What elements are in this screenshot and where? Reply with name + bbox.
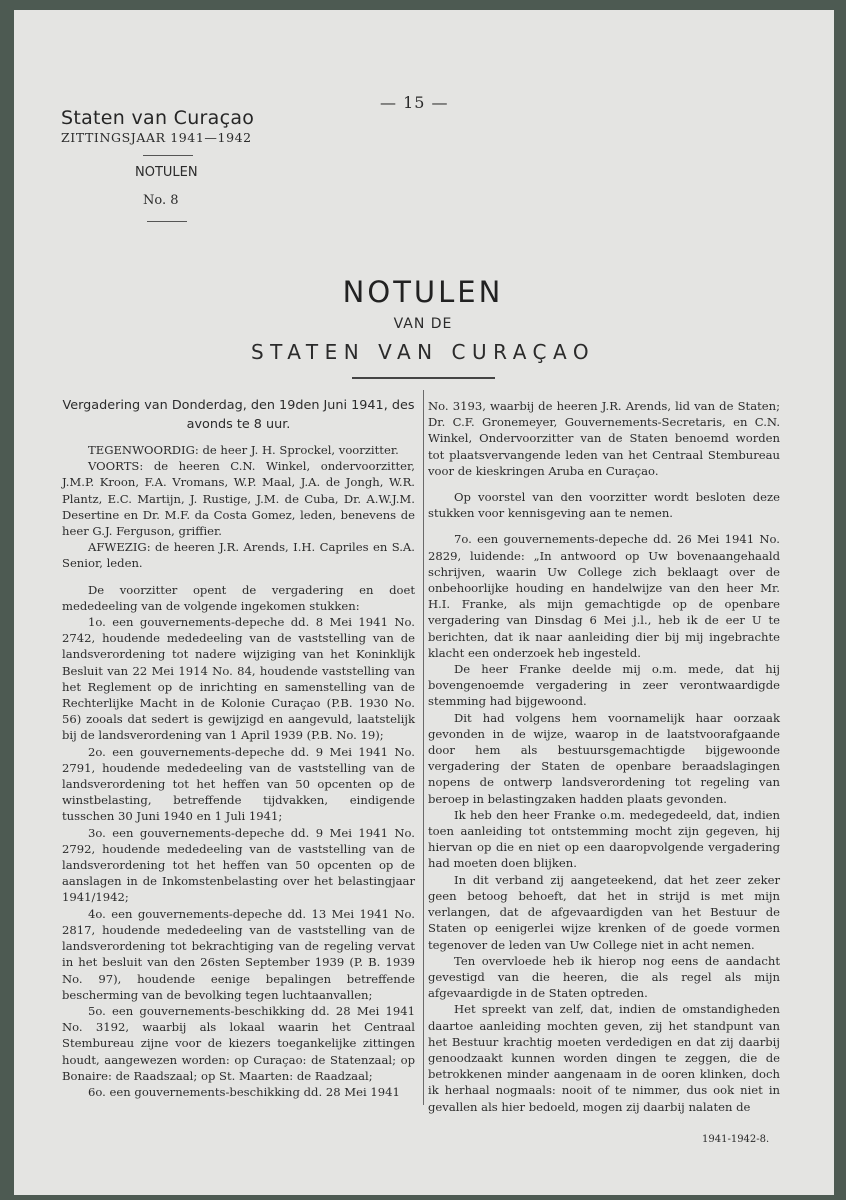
main-title: NOTULEN <box>342 275 504 309</box>
masthead-divider <box>143 155 193 156</box>
page-number: — 15 — <box>380 93 449 112</box>
title-body: STATEN VAN CURAÇAO <box>250 340 596 364</box>
organisation-name: Staten van Curaçao <box>61 107 255 129</box>
footer-reference: 1941-1942-8. <box>702 1134 770 1145</box>
meeting-heading: Vergadering van Donderdag, den 19den Juni 1941, des avonds te 8 uur. <box>62 398 415 432</box>
item-4: 4o. een gouvernements-depeche dd. 13 Mei 1941 No. 2817, houdende mededeeling van de vaststelling van de landsverordening tot bekrachtiging van de regeling vervat in het besluit van den 26sten September 1939 (P. B. 1939 No. 97), houdende eenige bepalingen betreffende bescherming van de bevolking tegen luchtaanvallen; <box>62 906 415 1002</box>
masthead <box>61 107 281 222</box>
item-5: 5o. een gouvernements-beschikking dd. 28 Mei 1941 No. 3192, waarbij als lokaal waarin het Centraal Stembureau zijne voor de kiezers toegankelijke zittingen houdt, aangewezen worden: op Curaçao: de Statenzaal; op Bonaire: de Raadszaal; op St. Maarten: de Raadzaal; <box>62 1003 415 1083</box>
voorts-paragraph: VOORTS: de heeren C.N. Winkel, ondervoorzitter, J.M.P. Kroon, F.A. Vromans, W.P. Maal, J.A. de Jongh, W.R. Plantz, E.C. Martijn, J. Rustige, J.M. de Cuba, Dr. A.W.J.M. Desertine en Dr. M.F. da Costa Gomez, leden, benevens de heer G.J. Ferguson, griffier. <box>62 459 415 539</box>
item-6: 6o. een gouvernements-beschikking dd. 28 Mei 1941 <box>88 1084 400 1099</box>
right-column <box>428 398 780 1115</box>
letter-paragraph-7: Het spreekt van zelf, dat, indien de omstandigheden daartoe aanleiding mochten geven, zij het standpunt van het Bestuur krachtig moeten verdedigen en dat zij daarbij genoodzaakt kunnen worden dingen te zeggen, die de betrokkenen minder aangenaam in de ooren klinken, doch ik herhaal nogmaals: nooit of te nimmer, dus ook niet in gevallen als hier bedoeld, mogen zij daarbij nalaten de <box>428 1002 780 1114</box>
letter-paragraph-3: Dit had volgens hem voornamelijk haar oorzaak gevonden in de wijze, waarop in de laatstvoorafgaande door hem als bestuursgemachtigde bijgewoonde vergadering der Staten de openbare beraadslagingen nopens de ontwerp landsverordening tot regeling van beroep in belastingzaken hadden plaats gevonden. <box>428 710 780 806</box>
title-connector: VAN DE <box>393 316 453 332</box>
item-3: 3o. een gouvernements-depeche dd. 9 Mei 1941 No. 2792, houdende mededeeling van de vaststelling van de landsverordening tot het heffen van 50 opcenten op de aanslagen in de Inkomstenbelasting over het belastingjaar 1941/1942; <box>62 825 415 905</box>
item-2: 2o. een gouvernements-depeche dd. 9 Mei 1941 No. 2791, houdende mededeeling van de vaststelling van de landsverordening tot het heffen van 50 opcenten op de winstbelasting, betreffende tijdvakken, eindigende tusschen 30 Juni 1940 en 1 Juli 1941; <box>62 744 415 824</box>
letter-paragraph-4: Ik heb den heer Franke o.m. medegedeeld, dat, indien toen aanleiding tot ontstemming mocht zijn gegeven, hij hiervan op die en niet op een daaropvolgende vergadering had moeten doen blijken. <box>428 807 780 871</box>
item-1: 1o. een gouvernements-depeche dd. 8 Mei 1941 No. 2742, houdende mededeeling van de vaststelling van de landsverordening tot nadere wijziging van het Koninklijk Besluit van 22 Mei 1914 No. 84, houdende vaststelling van het Reglement op de inrichting en samenstelling van de Rechterlijke Macht in de Kolonie Curaçao (P.B. 1930 No. 56) zooals dat sedert is gewijzigd en aangevuld, laatstelijk bij de landsverordening van 1 April 1939 (P.B. No. 19); <box>62 615 415 743</box>
absent-paragraph: AFWEZIG: de heeren J.R. Arends, I.H. Capriles en S.A. Senior, leden. <box>62 540 415 571</box>
masthead-divider-bottom <box>147 221 187 222</box>
letter-paragraph-2: De heer Franke deelde mij o.m. mede, dat hij bovengenoemde vergadering in zeer verontwaardigde stemming had bijgewoond. <box>428 662 780 709</box>
item-7: 7o. een gouvernements-depeche dd. 26 Mei 1941 No. 2829, luidende: „In antwoord op Uw bovenaangehaald schrijven, waarin Uw College zich beklaagt over de onbehoorlijke houding en handelwijze van den heer Mr. H.I. Franke, als mijn gemachtigde op de openbare vergadering van Dinsdag 6 Mei j.l., heb ik de eer U te berichten, dat ik naar aanleiding dier bij mij ingebrachte klacht een onderzoek heb ingesteld. <box>428 532 780 660</box>
letter-paragraph-5: In dit verband zij aangeteekend, dat het zeer zeker geen betoog behoeft, dat het in strijd is met mijn verlangen, dat de afgevaardigden van het Bestuur de Staten op eenigerlei wijze krenken of de goede vormen tegenover de leden van Uw College niet in acht nemen. <box>428 872 780 952</box>
document-type: NOTULEN <box>135 165 198 180</box>
session-year: ZITTINGSJAAR 1941—1942 <box>61 130 252 145</box>
column-divider <box>423 390 424 1105</box>
item-6-continued: No. 3193, waarbij de heeren J.R. Arends, lid van de Staten; Dr. C.F. Gronemeyer, Gouvernements-Secretaris, en C.N. Winkel, Ondervoorzitter van de Staten benoemd worden tot plaatsvervangende leden van het Centraal Stembureau voor de kieskringen Aruba en Curaçao. <box>428 399 780 478</box>
proposal-paragraph: Op voorstel van den voorzitter wordt besloten deze stukken voor kennisgeving aan te nemen. <box>428 490 780 521</box>
document-number: No. 8 <box>143 193 179 208</box>
title-underline <box>352 377 495 379</box>
intro-paragraph: De voorzitter opent de vergadering en doet mededeeling van de volgende ingekomen stukken: <box>62 582 415 613</box>
letter-paragraph-6: Ten overvloede heb ik hierop nog eens de aandacht gevestigd van die heeren, die als regel als mijn afgevaardigde in de Staten optreden. <box>428 953 780 1001</box>
present-paragraph: TEGENWOORDIG: de heer J. H. Sprockel, voorzitter. <box>88 443 399 457</box>
left-column <box>62 396 415 1100</box>
